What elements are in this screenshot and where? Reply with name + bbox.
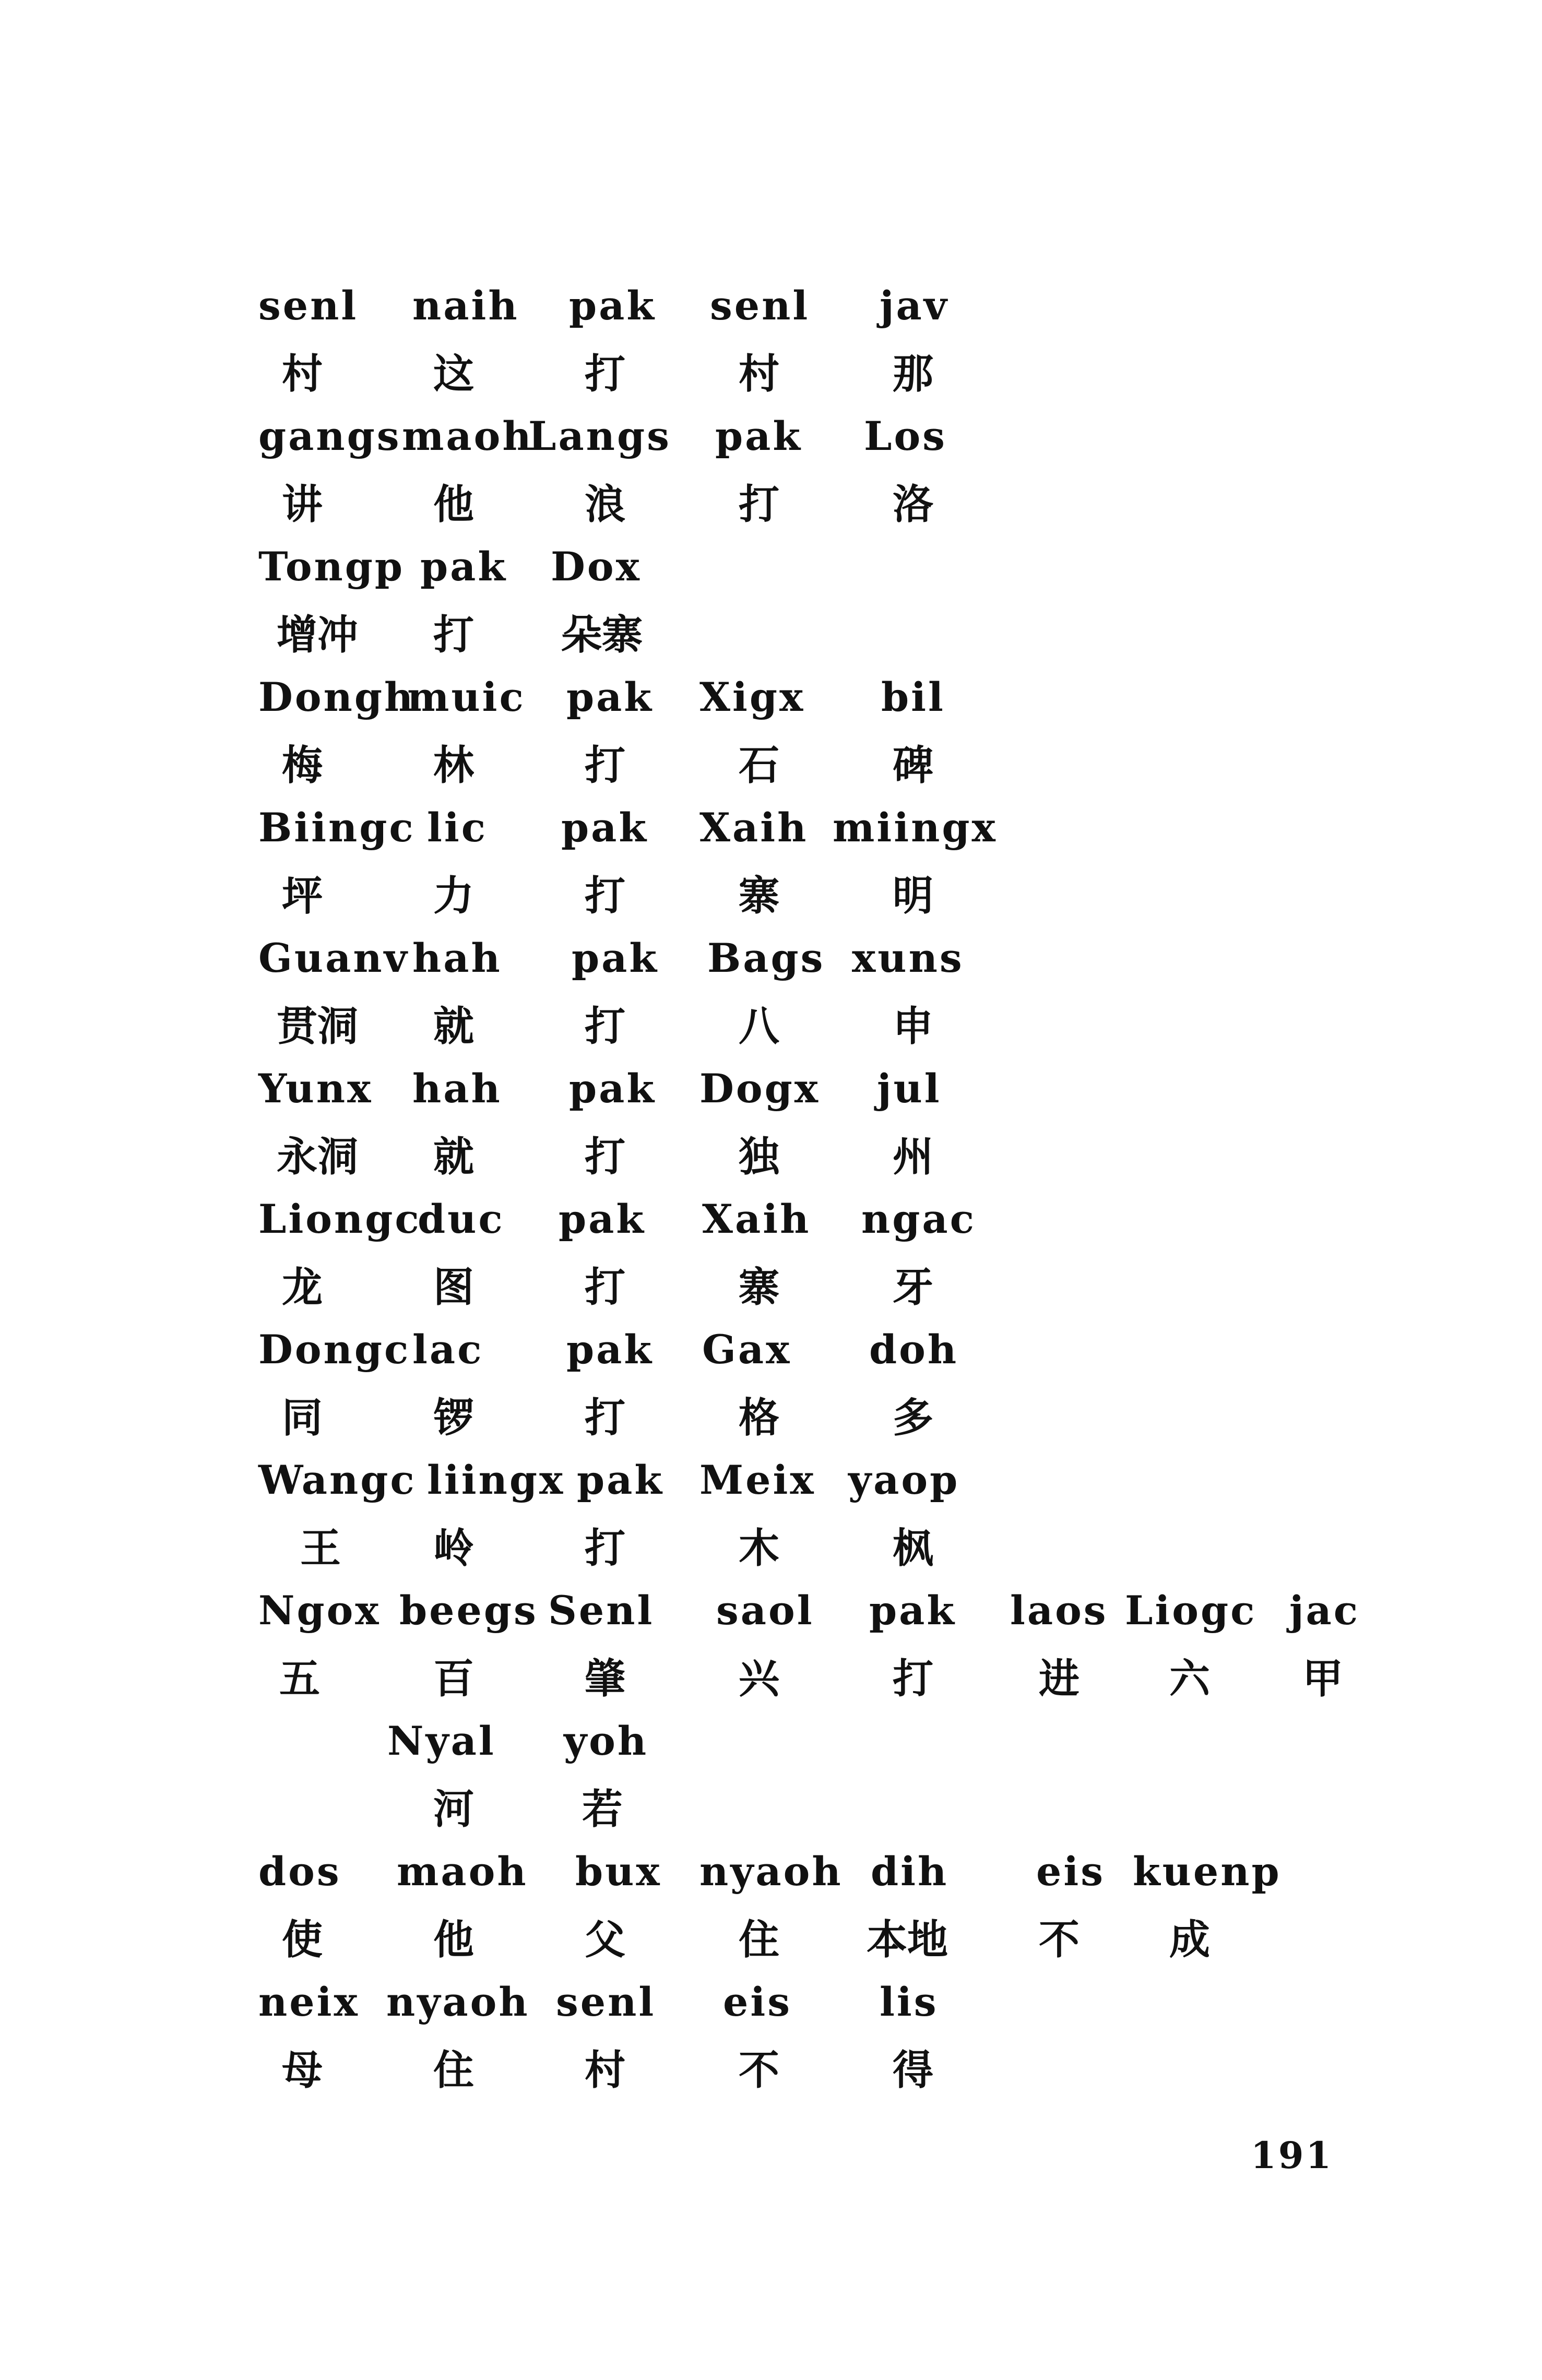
chinese-gloss: 永洞 — [277, 1134, 359, 1181]
chinese-gloss: 就 — [433, 1134, 475, 1181]
chinese-gloss: 八 — [739, 1003, 780, 1050]
chinese-gloss: 同 — [282, 1395, 323, 1442]
romanized-word: nyaoh — [699, 1848, 843, 1895]
chinese-gloss: 寨 — [739, 1264, 780, 1311]
romanized-word: Dogx — [699, 1065, 821, 1112]
romanized-line — [0, 1457, 1542, 1528]
romanized-line — [0, 1979, 1542, 2050]
chinese-gloss-line — [0, 351, 1542, 422]
chinese-gloss-line — [0, 1003, 1542, 1074]
romanized-word: pak — [572, 935, 659, 981]
romanized-word: Meix — [699, 1457, 816, 1503]
chinese-gloss: 打 — [585, 1525, 626, 1572]
romanized-word: jac — [1289, 1587, 1360, 1634]
chinese-gloss: 力 — [433, 873, 475, 920]
chinese-gloss: 他 — [433, 481, 475, 528]
romanized-word: dos — [258, 1848, 341, 1895]
romanized-word: Liogc — [1125, 1587, 1257, 1634]
chinese-gloss: 住 — [433, 2047, 475, 2094]
chinese-gloss: 独 — [739, 1134, 780, 1181]
romanized-word: Langs — [528, 413, 671, 459]
romanized-word: pak — [559, 1196, 646, 1242]
chinese-gloss: 村 — [282, 351, 323, 398]
chinese-gloss: 就 — [433, 1003, 475, 1050]
romanized-word: hah — [412, 1065, 502, 1112]
chinese-gloss: 锣 — [433, 1395, 475, 1442]
chinese-gloss-line — [0, 873, 1542, 944]
romanized-word: Senl — [548, 1587, 655, 1634]
romanized-word: senl — [556, 1979, 656, 2025]
romanized-word: pak — [566, 1326, 654, 1373]
romanized-word: pak — [869, 1587, 957, 1634]
romanized-word: laos — [1010, 1587, 1108, 1634]
chinese-gloss: 洛 — [893, 481, 934, 528]
chinese-gloss: 甲 — [1302, 1656, 1344, 1703]
chinese-gloss: 图 — [433, 1264, 475, 1311]
chinese-gloss: 王 — [300, 1525, 341, 1572]
romanized-word: jul — [877, 1065, 942, 1112]
romanized-word: Bags — [707, 935, 825, 981]
chinese-gloss: 那 — [893, 351, 934, 398]
chinese-gloss: 寨 — [739, 873, 780, 920]
chinese-gloss-line — [0, 1264, 1542, 1335]
romanized-word: naih — [412, 282, 519, 329]
chinese-gloss: 打 — [585, 1395, 626, 1442]
chinese-gloss: 打 — [585, 873, 626, 920]
romanized-line — [0, 804, 1542, 876]
chinese-gloss: 五 — [279, 1656, 321, 1703]
chinese-gloss: 打 — [739, 481, 780, 528]
romanized-word: Xaih — [702, 1196, 811, 1242]
romanized-word: Dongc — [258, 1326, 411, 1373]
romanized-word: yaop — [848, 1457, 960, 1503]
romanized-word: Liongc — [258, 1196, 421, 1242]
chinese-gloss: 六 — [1169, 1656, 1211, 1703]
romanized-word: lac — [412, 1326, 484, 1373]
chinese-gloss-line — [0, 1786, 1542, 1857]
chinese-gloss: 打 — [893, 1656, 934, 1703]
romanized-word: eis — [723, 1979, 792, 2025]
chinese-gloss-line — [0, 1525, 1542, 1596]
romanized-word: senl — [710, 282, 810, 329]
chinese-gloss: 州 — [893, 1134, 934, 1181]
chinese-gloss-line — [0, 612, 1542, 683]
romanized-line — [0, 1848, 1542, 1920]
chinese-gloss: 村 — [739, 351, 780, 398]
romanized-word: bux — [575, 1848, 662, 1895]
romanized-word: Ngox — [258, 1587, 381, 1634]
romanized-word: Xaih — [699, 804, 809, 851]
romanized-word: lis — [880, 1979, 939, 2025]
chinese-gloss: 坪 — [282, 873, 323, 920]
page-number: 191 — [1251, 2134, 1334, 2177]
chinese-gloss-line — [0, 1917, 1542, 1988]
romanized-word: neix — [258, 1979, 360, 2025]
chinese-gloss: 成 — [1169, 1917, 1211, 1963]
romanized-word: hah — [412, 935, 502, 981]
romanized-word: lic — [427, 804, 488, 851]
romanized-word: Wangc — [258, 1457, 417, 1503]
romanized-word: maoh — [402, 413, 533, 459]
chinese-gloss-line — [0, 2047, 1542, 2118]
chinese-gloss: 申 — [893, 1003, 934, 1050]
chinese-gloss: 得 — [893, 2047, 934, 2094]
chinese-gloss: 不 — [739, 2047, 780, 2094]
romanized-line — [0, 543, 1542, 615]
chinese-gloss-line — [0, 481, 1542, 552]
romanized-word: pak — [715, 413, 803, 459]
romanized-word: Nyal — [387, 1718, 496, 1764]
chinese-gloss: 肇 — [585, 1656, 626, 1703]
romanized-word: pak — [566, 674, 654, 720]
romanized-line — [0, 674, 1542, 745]
chinese-gloss: 本地 — [867, 1917, 948, 1963]
romanized-word: pak — [569, 282, 657, 329]
chinese-gloss: 岭 — [433, 1525, 475, 1572]
romanized-word: yoh — [564, 1718, 649, 1764]
chinese-gloss: 牙 — [893, 1264, 934, 1311]
chinese-gloss: 石 — [739, 742, 780, 789]
romanized-word: muic — [407, 674, 526, 720]
romanized-word: dih — [871, 1848, 949, 1895]
romanized-line — [0, 1196, 1542, 1267]
romanized-line — [0, 413, 1542, 484]
chinese-gloss: 打 — [585, 1003, 626, 1050]
chinese-gloss: 木 — [739, 1525, 780, 1572]
chinese-gloss: 龙 — [282, 1264, 323, 1311]
chinese-gloss: 碑 — [893, 742, 934, 789]
chinese-gloss: 父 — [585, 1917, 626, 1963]
chinese-gloss: 多 — [893, 1395, 934, 1442]
chinese-gloss: 若 — [582, 1786, 623, 1833]
chinese-gloss: 梅 — [282, 742, 323, 789]
romanized-word: gangs — [258, 413, 401, 459]
romanized-word: kuenp — [1133, 1848, 1282, 1895]
romanized-word: Biingc — [258, 804, 416, 851]
romanized-word: bil — [881, 674, 945, 720]
chinese-gloss: 百 — [433, 1656, 475, 1703]
chinese-gloss: 村 — [585, 2047, 626, 2094]
chinese-gloss: 打 — [585, 742, 626, 789]
romanized-word: Dongh — [258, 674, 416, 720]
chinese-gloss: 兴 — [739, 1656, 780, 1703]
chinese-gloss: 进 — [1039, 1656, 1080, 1703]
chinese-gloss-line — [0, 1134, 1542, 1205]
chinese-gloss: 打 — [585, 351, 626, 398]
chinese-gloss: 他 — [433, 1917, 475, 1963]
romanized-word: nyaoh — [386, 1979, 530, 2025]
romanized-word: pak — [420, 543, 508, 590]
chinese-gloss: 朵寨 — [561, 612, 643, 659]
chinese-gloss: 打 — [585, 1264, 626, 1311]
romanized-line — [0, 282, 1542, 354]
chinese-gloss: 贯洞 — [277, 1003, 359, 1050]
romanized-word: doh — [869, 1326, 959, 1373]
chinese-gloss-line — [0, 1656, 1542, 1727]
romanized-word: Gax — [702, 1326, 792, 1373]
chinese-gloss: 河 — [433, 1786, 475, 1833]
chinese-gloss: 打 — [585, 1134, 626, 1181]
chinese-gloss: 使 — [282, 1917, 323, 1963]
chinese-gloss: 这 — [433, 351, 475, 398]
chinese-gloss: 母 — [282, 2047, 323, 2094]
romanized-word: liingx — [427, 1457, 565, 1503]
romanized-word: Yunx — [258, 1065, 373, 1112]
romanized-line — [0, 1065, 1542, 1137]
chinese-gloss: 增冲 — [277, 612, 359, 659]
romanized-word: miingx — [833, 804, 998, 851]
romanized-word: pak — [569, 1065, 657, 1112]
romanized-line — [0, 1587, 1542, 1659]
romanized-word: Dox — [551, 543, 642, 590]
chinese-gloss: 住 — [739, 1917, 780, 1963]
chinese-gloss: 林 — [433, 742, 475, 789]
romanized-line — [0, 1326, 1542, 1398]
chinese-gloss-line — [0, 742, 1542, 813]
chinese-gloss-line — [0, 1395, 1542, 1466]
romanized-word: jav — [880, 282, 949, 329]
romanized-word: eis — [1036, 1848, 1106, 1895]
romanized-word: Xigx — [699, 674, 805, 720]
romanized-word: saol — [716, 1587, 814, 1634]
chinese-gloss: 打 — [433, 612, 475, 659]
chinese-gloss: 枫 — [893, 1525, 934, 1572]
romanized-word: pak — [577, 1457, 665, 1503]
chinese-gloss: 讲 — [282, 481, 323, 528]
romanized-word: Tongp — [258, 543, 405, 590]
romanized-word: beegs — [399, 1587, 538, 1634]
chinese-gloss: 格 — [739, 1395, 780, 1442]
chinese-gloss: 浪 — [585, 481, 626, 528]
romanized-word: maoh — [397, 1848, 528, 1895]
romanized-word: pak — [561, 804, 649, 851]
romanized-word: Los — [864, 413, 947, 459]
romanized-word: ngac — [861, 1196, 976, 1242]
romanized-line — [0, 1718, 1542, 1789]
romanized-word: Guanv — [258, 935, 409, 981]
romanized-word: xuns — [852, 935, 964, 981]
romanized-word: senl — [258, 282, 359, 329]
chinese-gloss: 不 — [1039, 1917, 1080, 1963]
romanized-word: duc — [418, 1196, 505, 1242]
romanized-line — [0, 935, 1542, 1006]
chinese-gloss: 明 — [893, 873, 934, 920]
